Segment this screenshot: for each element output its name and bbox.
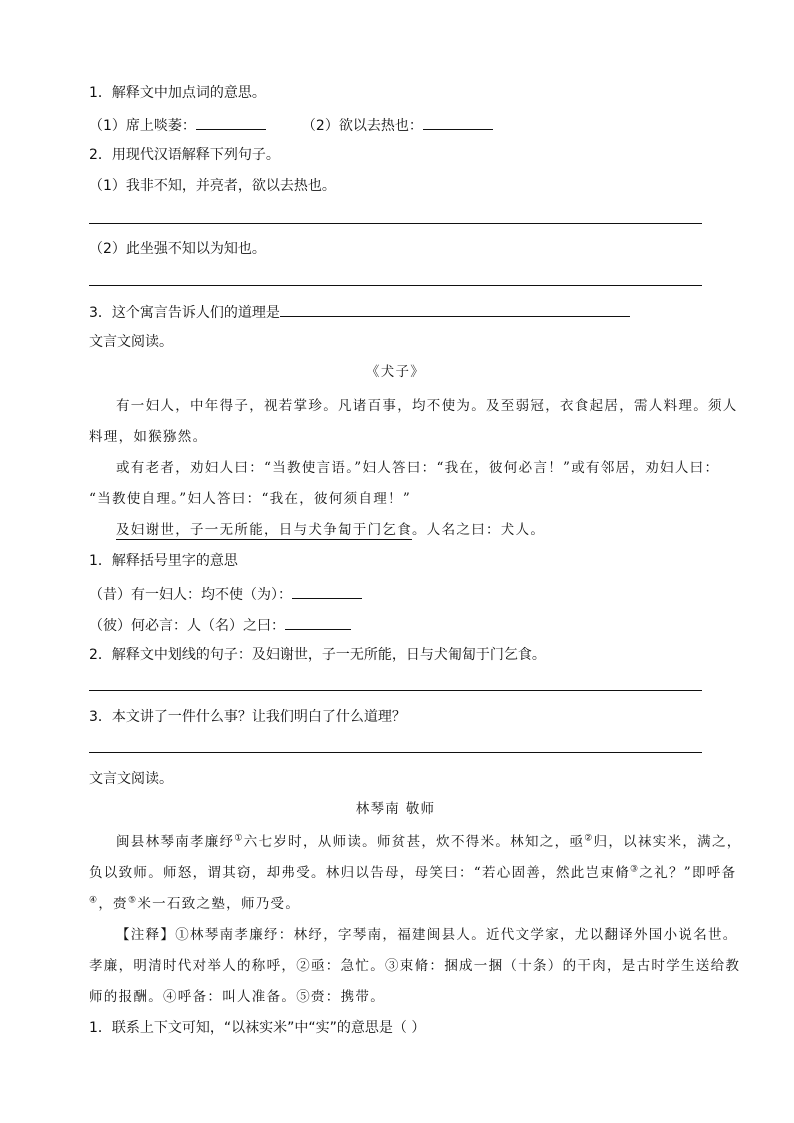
question-2-3: 3．本文讲了一件什么事？让我们明白了什么道理？ bbox=[89, 709, 406, 725]
passage-2-line-1: 或有老者，劝妇人曰：“当教使言语。”妇人答曰：“我在，彼何必言！”或有邻居，劝妇人曰： bbox=[116, 460, 720, 476]
passage-1-line-2: 料理，如猴猕然。 bbox=[89, 429, 208, 445]
passage-title-linqinnan: 林琴南 敬师 bbox=[355, 801, 436, 817]
question-1-heading: 1．解释文中加点词的意思。 bbox=[89, 85, 266, 101]
passage-4-line-2 bbox=[89, 864, 736, 882]
question-2-1-heading: 1．解释括号里字的意思 bbox=[89, 553, 238, 569]
answer-blank-3[interactable] bbox=[280, 302, 630, 317]
question-2b: （2）此坐强不知以为知也。 bbox=[89, 241, 266, 257]
question-2-1a bbox=[89, 584, 362, 604]
reading-intro-1: 文言文阅读。 bbox=[89, 334, 173, 350]
passage-4-text-f: ，赍 bbox=[98, 896, 128, 912]
passage-4-text-a: 闽县林琴南孝廉纾 bbox=[116, 834, 235, 850]
answer-line-2-2[interactable] bbox=[89, 690, 702, 691]
note-marker-4: ④ bbox=[89, 895, 99, 906]
note-marker-3: ③ bbox=[630, 864, 640, 875]
answer-blank-1a[interactable] bbox=[196, 115, 266, 130]
question-2-2: 2．解释文中划线的句子：及妇谢世，子一无所能，日与犬匍匐于门乞食。 bbox=[89, 647, 546, 663]
question-3-label: 3．这个寓言告诉人们的道理是 bbox=[89, 305, 280, 321]
question-2-1b-label: （彼）何必言：人（名）之曰： bbox=[89, 618, 285, 634]
answer-line-2b[interactable] bbox=[89, 285, 702, 286]
passage-3-line bbox=[116, 521, 545, 539]
notes-line-2: 孝廉，明清时代对举人的称呼，②亟：急忙。③束脩：捆成一捆（十条）的干肉，是古时学生送给教 bbox=[89, 958, 741, 974]
question-2-1a-label: （昔）有一妇人：均不使（为）： bbox=[89, 587, 292, 603]
question-3-1: 1．联系上下文可知，“以袜实米”中“实”的意思是（ ） bbox=[89, 1020, 426, 1036]
question-1b-label: （2）欲以去热也： bbox=[301, 118, 423, 134]
passage-4-text-d: 负以致师。师怒，谓其窃，却弗受。林归以告母，母笑曰：“若心固善，然此岂束脩 bbox=[89, 865, 631, 881]
reading-intro-2: 文言文阅读。 bbox=[89, 771, 173, 787]
question-1-items bbox=[89, 115, 493, 135]
notes-line-1: 【注释】①林琴南孝廉纾：林纾，字琴南，福建闽县人。近代文学家，尤以翻译外国小说名世。 bbox=[116, 927, 738, 943]
answer-line-2-3[interactable] bbox=[89, 752, 702, 753]
passage-4-text-b: 六七岁时，从师读。师贫甚，炊不得米。林知之，亟 bbox=[243, 834, 585, 850]
question-3 bbox=[89, 302, 630, 322]
passage-4-text-c: 归，以袜实米，满之， bbox=[593, 834, 742, 850]
passage-title-quanzi: 《犬子》 bbox=[365, 364, 426, 380]
answer-blank-2-1a[interactable] bbox=[292, 584, 362, 599]
question-2-heading: 2．用现代汉语解释下列句子。 bbox=[89, 147, 280, 163]
question-2-1b bbox=[89, 615, 351, 635]
question-1a-label: （1）席上啖萎： bbox=[89, 118, 196, 134]
note-marker-2: ② bbox=[584, 833, 594, 844]
underlined-sentence: 及妇谢世，子一无所能，日与犬争匐于门乞食 bbox=[116, 522, 412, 538]
answer-blank-1b[interactable] bbox=[423, 115, 493, 130]
answer-line-2a[interactable] bbox=[89, 223, 702, 224]
question-2a: （1）我非不知，并亮者，欲以去热也。 bbox=[89, 178, 336, 194]
passage-2-line-2: “当教使自理。”妇人答曰：“我在，彼何须自理！” bbox=[89, 491, 412, 507]
passage-3-rest: 。人名之曰：犬人。 bbox=[412, 522, 546, 538]
note-marker-5: ⑤ bbox=[127, 895, 138, 906]
passage-4-line-3 bbox=[89, 895, 300, 913]
answer-blank-2-1b[interactable] bbox=[285, 615, 351, 630]
passage-4-line-1 bbox=[116, 833, 742, 851]
note-marker-1: ① bbox=[234, 833, 244, 844]
notes-line-3: 师的报酬。④呼备：叫人准备。⑤赍：携带。 bbox=[89, 989, 385, 1005]
passage-1-line-1: 有一妇人，中年得子，视若掌珍。凡诸百事，均不使为。及至弱冠，衣食起居，需人料理。须人 bbox=[116, 398, 738, 414]
passage-4-text-g: 米一石致之塾，师乃受。 bbox=[137, 896, 301, 912]
passage-4-text-e: 之礼？”即呼备 bbox=[639, 865, 737, 881]
